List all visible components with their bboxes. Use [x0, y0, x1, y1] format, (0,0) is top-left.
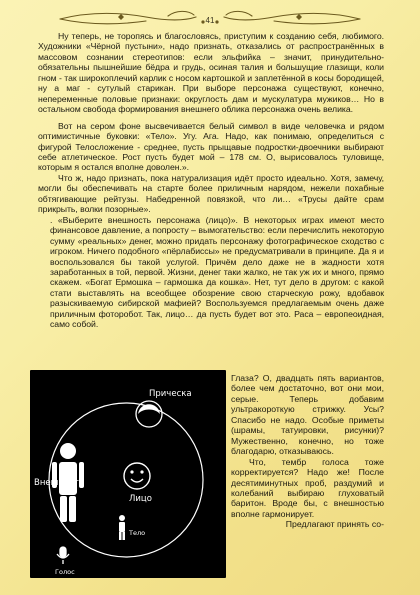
body-text	[38, 31, 384, 330]
microphone-icon	[57, 547, 69, 564]
voice-label: Голос	[55, 568, 75, 576]
appearance-label: Внешность	[34, 478, 84, 488]
page-number: 41	[205, 16, 215, 25]
paragraph: Ну теперь, не торопясь и благословясь, приступим к созданию себя, любимого. Художники «Чёрной пустыни», надо признать, отказались от распространённых в массовом сознании стереотипов: если эльфийка – значит, принудительно-обязательны пышнейшие бёдра и грудь, осиная талия и большущие глазищи, коли гном - так широкоплечий карлик с носом картошкой и заплетённой в косы бородищей, ну а маг - сутулый старикан. При выборе персонажа существуют, конечно, непеременные половые признаки: округлость дам и мускулатура мужиков… Но в остальном свобода формирования внешнего облика персонажа очень велика.	[38, 31, 384, 115]
face-label: Лицо	[129, 494, 152, 504]
paragraph: Вот на сером фоне высвечивается белый символ в виде человечка и рядом оптимистичные буковки: «Тело». Угу. Ага. Надо, как понимаю, определиться с фигурой Телосложение - среднее, пусть прыщавые подростки-двоечники выбирают себе атлетическое. Рост пусть будет мой – 178 см. О, вырисовалось туловище, которым я остался вполне доволен.».	[38, 120, 384, 173]
small-figure-icon	[119, 515, 125, 540]
hairstyle-icon	[136, 401, 162, 427]
face-icon	[124, 463, 150, 489]
side-text	[231, 373, 384, 530]
body-label: Тело	[129, 529, 146, 537]
paragraph: . «Выберите внешность персонажа (лицо)». В некоторых играх имеют место финансовое давление, а попросту – вымогательство: если перечислить некоторую сумму «реальных» денег, можно придать персонажу фотографическое сходство с игроком. Ничего подобного «пёрлабиссы» не предусматривали в принципе. Да я и воспользовался бы такой услугой. Причём дело даже не в жадности хотя заработанных в той, первой. Жизни, денег таки жалко, не так уж их и много, прямо скажем. «Богат Ермошка – гармошка да кошка». Нет, тут дело в другом: с какой стати выставлять на всеобщее обозрение свою старческую рожу, вдобавок разыскиваемую сибирской мафией? Воспользуемся предлагаемым очень даже приличным фоторобот. Так, лицо… да пусть будет вот это. Раса – европеоидная, само собой.	[50, 214, 384, 330]
side-paragraph: Что, тембр голоса тоже корректируется? Надо же! После десятиминутных проб, раздумий и колебаний выбираю глуховатый баритон. Вроде бы, с внешностью вполне гармонирует.	[231, 456, 384, 519]
paragraph: Что ж, надо признать, пока натурализация идёт просто идеально. Хотя, замечу, могли бы обеспечивать на старте более приличным нарядом, нежели похабные обтягивающие рейтузы. Набедренной повязкой, что ли… «Трусы дайте срам прикрыть, волки позорные».	[38, 172, 384, 215]
hairstyle-label: Прическа	[149, 389, 192, 399]
character-menu-graphic	[30, 370, 226, 578]
character-menu-illustration	[30, 370, 226, 578]
side-paragraph: Глаза? О, двадцать пять вариантов, более чем достаточно, вот они мои, серые. Теперь добавим ультракороткую стрижку. Усы? Спасибо не надо. Особые приметы (шрамы, татуировки, рисунки)? Мужественно, конечно, но тоже благодарю, отказываюсь.	[231, 373, 384, 457]
side-paragraph: Предлагают принять со-	[285, 519, 384, 530]
